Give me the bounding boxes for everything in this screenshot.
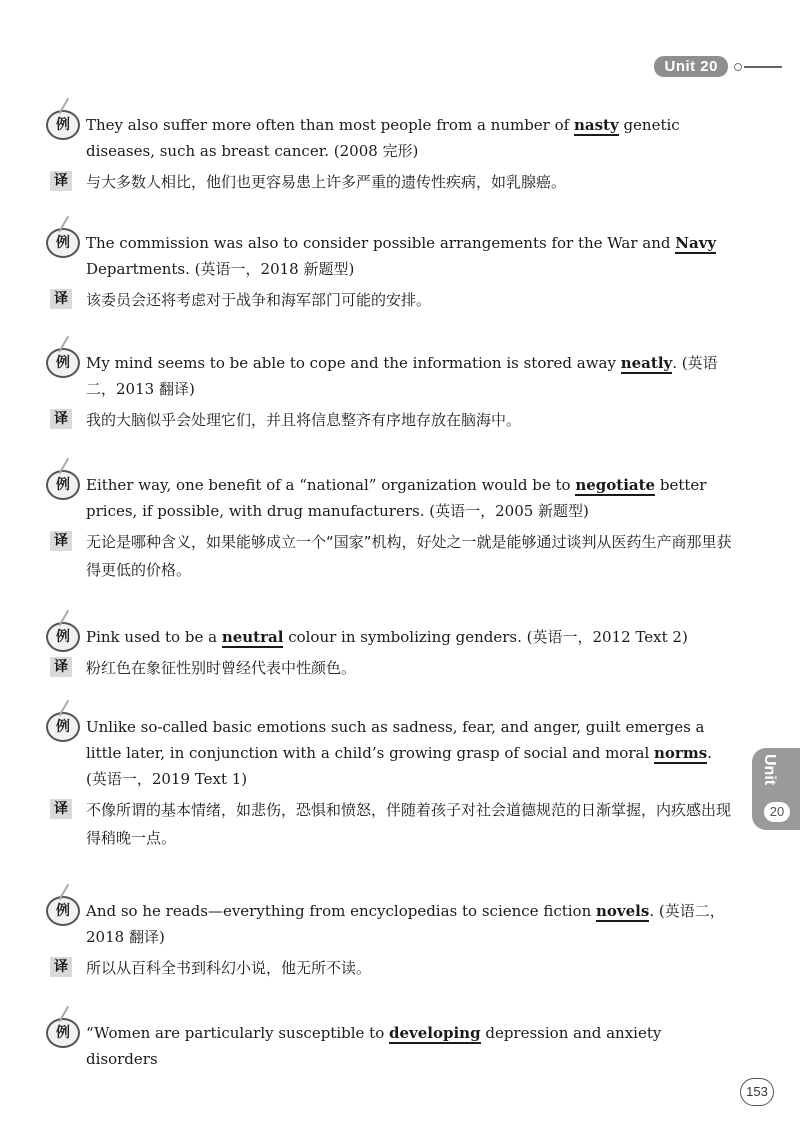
sentence-text: colour in symbolizing genders. (英语一，2012 Text 2): [283, 628, 688, 646]
translation-text: 无论是哪种含义，如果能够成立一个“国家”机构，好处之一就是能够通过谈判从医药生产商那里获得更低的价格。: [86, 533, 732, 579]
sentence-text: The commission was also to consider possible arrangements for the War and: [86, 234, 676, 252]
example-icon: 例: [46, 348, 80, 378]
translation-icon: 译: [50, 289, 72, 309]
sentence-text: They also suffer more often than most people from a number of: [86, 116, 574, 134]
sentence-text: . (英语二，2018 翻译): [86, 902, 725, 946]
translation-row: [46, 406, 732, 434]
example-block: [46, 112, 732, 196]
keyword: Navy: [675, 234, 717, 252]
translation-row: [46, 528, 732, 584]
sentence-text: depression and anxiety disorders: [86, 1024, 662, 1068]
example-sentence: [86, 714, 732, 792]
translation-text: 我的大脑似乎会处理它们，并且将信息整齐有序地存放在脑海中。: [86, 411, 522, 429]
sentence-text: And so he reads—everything from encyclopedias to science fiction: [86, 902, 597, 920]
example-block: [46, 624, 732, 682]
keyword: negotiate: [575, 476, 656, 494]
example-icon: 例: [46, 622, 80, 652]
example-icon: 例: [46, 228, 80, 258]
translation-text: 所以从百科全书到科幻小说，他无所不读。: [86, 959, 372, 977]
sentence-text: Unlike so-called basic emotions such as sadness, fear, and anger, guilt emerges a little later, in conjunction with a child’s growing grasp of social and moral: [86, 718, 705, 762]
sentence-text: Either way, one benefit of a “national” organization would be to: [86, 476, 576, 494]
unit-header: [654, 56, 782, 77]
keyword: developing: [389, 1024, 481, 1042]
translation-icon: 译: [50, 171, 72, 191]
translation-text: 该委员会还将考虑对于战争和海军部门可能的安排。: [86, 291, 432, 309]
example-sentence: [86, 624, 732, 650]
keyword: neatly: [620, 354, 673, 372]
example-row: [46, 898, 732, 950]
example-block: [46, 350, 732, 434]
example-block: [46, 898, 732, 982]
side-tab-label: Unit: [761, 754, 778, 786]
example-sentence: [86, 898, 732, 950]
example-block: [46, 230, 732, 314]
translation-icon: 译: [50, 799, 72, 819]
example-sentence: [86, 112, 732, 164]
header-dot-icon: [734, 63, 742, 71]
sentence-text: “Women are particularly susceptible to: [86, 1024, 389, 1042]
example-row: [46, 350, 732, 402]
example-row: [46, 624, 732, 650]
translation-row: [46, 796, 732, 852]
sentence-text: genetic diseases, such as breast cancer. (2008 完形): [86, 116, 680, 160]
keyword: neutral: [221, 628, 284, 646]
sentence-text: . (英语二，2013 翻译): [86, 354, 718, 398]
translation-icon: 译: [50, 657, 72, 677]
translation-row: [46, 654, 732, 682]
example-row: [46, 714, 732, 792]
side-tab[interactable]: [752, 748, 800, 830]
example-sentence: [86, 350, 732, 402]
example-sentence: [86, 1020, 732, 1072]
translation-text: 不像所谓的基本情绪，如悲伤，恐惧和愤怒，伴随着孩子对社会道德规范的日渐掌握，内疚感出现得稍晚一点。: [86, 801, 732, 847]
sentence-text: My mind seems to be able to cope and the information is stored away: [86, 354, 621, 372]
example-icon: 例: [46, 712, 80, 742]
keyword: nasty: [573, 116, 619, 134]
keyword: novels: [596, 902, 650, 920]
example-icon: 例: [46, 896, 80, 926]
example-block: [46, 472, 732, 584]
translation-text: 粉红色在象征性别时曾经代表中性颜色。: [86, 659, 357, 677]
translation-icon: 译: [50, 531, 72, 551]
example-row: [46, 230, 732, 282]
translation-row: [46, 168, 732, 196]
sentence-text: better prices, if possible, with drug manufacturers. (英语一，2005 新题型): [86, 476, 707, 520]
example-icon: 例: [46, 1018, 80, 1048]
keyword: norms: [654, 744, 708, 762]
translation-row: [46, 954, 732, 982]
translation-text: 与大多数人相比，他们也更容易患上许多严重的遗传性疾病，如乳腺癌。: [86, 173, 567, 191]
example-icon: 例: [46, 470, 80, 500]
example-row: [46, 112, 732, 164]
unit-badge: Unit 20: [654, 56, 728, 77]
example-row: [46, 1020, 732, 1072]
example-block: [46, 714, 732, 852]
translation-row: [46, 286, 732, 314]
sentence-text: . (英语一，2019 Text 1): [86, 744, 712, 788]
header-line: [744, 66, 782, 68]
translation-icon: 译: [50, 409, 72, 429]
example-sentence: [86, 230, 732, 282]
side-tab-number: 20: [764, 802, 790, 822]
example-sentence: [86, 472, 732, 524]
example-row: [46, 472, 732, 524]
sentence-text: Departments. (英语一，2018 新题型): [86, 260, 355, 278]
page-number: 153: [740, 1078, 774, 1106]
example-icon: 例: [46, 110, 80, 140]
sentence-text: Pink used to be a: [86, 628, 222, 646]
example-block: [46, 1020, 732, 1072]
translation-icon: 译: [50, 957, 72, 977]
